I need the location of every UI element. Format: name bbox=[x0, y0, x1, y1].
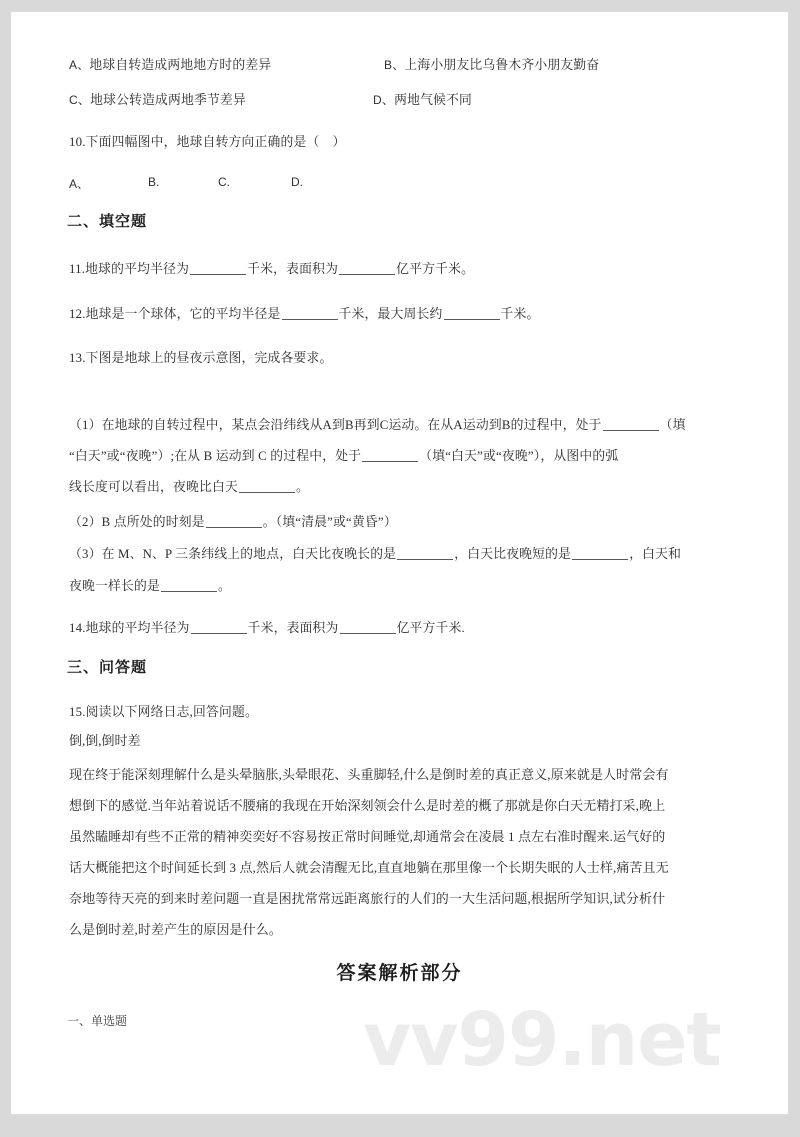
q13-part3-text-d: 夜晚一样长的是 bbox=[69, 579, 160, 593]
q9-choice-a-label: A、 bbox=[69, 58, 90, 72]
q10-stem: 10.下面四幅图中，地球自转方向正确的是（ ） bbox=[69, 135, 346, 149]
q13-stem: 13.下图是地球上的昼夜示意图，完成各要求。 bbox=[69, 351, 333, 365]
q11-blank-2[interactable] bbox=[339, 262, 395, 275]
q13-part1-line1 bbox=[69, 414, 686, 433]
q10-choice-c: C. bbox=[218, 175, 230, 189]
q13-blank-5[interactable] bbox=[397, 547, 453, 560]
q13-blank-3[interactable] bbox=[239, 480, 295, 493]
q12-blank-2[interactable] bbox=[444, 307, 500, 320]
q13-part3-line1 bbox=[69, 543, 681, 562]
q12-blank-1[interactable] bbox=[282, 307, 338, 320]
q9-choice-b-text: 上海小朋友比乌鲁木齐小朋友勤奋 bbox=[404, 58, 600, 72]
q11-part-b: 千米，表面积为 bbox=[247, 262, 339, 276]
q11-part-c: 亿平方千米。 bbox=[396, 262, 475, 276]
q13-part1-text-a: （1）在地球的自转过程中，某点会沿纬线从A到B再到C运动。在从A运动到B的过程中，处于 bbox=[69, 418, 602, 432]
q13-part1-text-e: 线长度可以看出，夜晚比白天 bbox=[69, 480, 238, 494]
q9-choice-a-text: 地球自转造成两地地方时的差异 bbox=[89, 58, 272, 72]
q9-choice-d-text: 两地气候不同 bbox=[394, 93, 473, 107]
q15-essay-title: 倒,倒,倒时差 bbox=[69, 733, 141, 748]
q13-part1-line3 bbox=[69, 476, 309, 495]
q15-essay-line-1: 现在终于能深刻理解什么是头晕脑胀,头晕眼花、头重脚轻,什么是倒时差的真正意义,原来就是人时常会有 bbox=[69, 767, 669, 782]
document-page bbox=[10, 11, 789, 1115]
q13-part3-text-c: ，白天和 bbox=[629, 547, 682, 561]
q9-choice-d bbox=[373, 89, 472, 108]
q13-part3-text-e: 。 bbox=[217, 579, 231, 593]
q9-choice-b bbox=[384, 54, 599, 73]
q13-part3-text-b: ，白天比夜晚短的是 bbox=[454, 547, 572, 561]
q12-part-b: 千米，最大周长约 bbox=[338, 307, 443, 321]
q12-part-a: 12.地球是一个球体，它的平均半径是 bbox=[69, 307, 281, 321]
q13-part2 bbox=[69, 511, 397, 530]
q13-blank-1[interactable] bbox=[603, 418, 659, 431]
q13-part3-text-a: （3）在 M、N、P 三条纬线上的地点，白天比夜晚长的是 bbox=[69, 547, 397, 561]
q11-part-a: 11.地球的平均半径为 bbox=[69, 262, 190, 276]
q15-essay-line-5: 奈地等待天亮的到来时差问题一直是困扰常常远距离旅行的人们的一大生活问题,根据所学知识,试分析什 bbox=[69, 891, 666, 906]
q12-part-c: 千米。 bbox=[500, 307, 540, 321]
q11 bbox=[69, 258, 474, 277]
q15-essay-line-6: 么是倒时差,时差产生的原因是什么。 bbox=[69, 922, 282, 937]
q15-essay-line-2: 想倒下的感觉.当年站着说话不腰痛的我现在开始深刻领会什么是时差的概了那就是你白天无精打采,晚上 bbox=[69, 798, 666, 813]
q11-blank-1[interactable] bbox=[190, 262, 246, 275]
q14-part-a: 14.地球的平均半径为 bbox=[69, 621, 190, 635]
q14-part-c: 亿平方千米. bbox=[396, 621, 465, 635]
q13-part1-text-b: （填 bbox=[659, 418, 686, 432]
answer-subheading-single-choice: 一、单选题 bbox=[67, 1014, 128, 1028]
q13-blank-4[interactable] bbox=[206, 515, 262, 528]
section-heading-fill-in-blank: 二、填空题 bbox=[67, 214, 148, 230]
section-heading-essay: 三、问答题 bbox=[67, 660, 148, 676]
q14-part-b: 千米，表面积为 bbox=[247, 621, 339, 635]
q15-stem: 15.阅读以下网络日志,回答问题。 bbox=[69, 705, 258, 719]
q13-part1-text-f: 。 bbox=[295, 480, 309, 494]
q13-blank-2[interactable] bbox=[362, 449, 418, 462]
q13-part1-line2 bbox=[69, 445, 618, 464]
q15-essay-line-4: 话大概能把这个时间延长到 3 点,然后人就会清醒无比,直直地躺在那里像一个长期失眠的人士样,痛苦且无 bbox=[69, 860, 669, 875]
q14-blank-2[interactable] bbox=[340, 621, 396, 634]
q12 bbox=[69, 303, 540, 322]
q10-choice-a: A、 bbox=[69, 177, 90, 191]
page-content bbox=[11, 12, 788, 1114]
q14 bbox=[69, 617, 465, 636]
site-watermark: vv99.net bbox=[363, 997, 721, 1083]
q9-choice-d-label: D、 bbox=[373, 93, 395, 107]
q9-choice-c bbox=[69, 89, 246, 108]
q14-blank-1[interactable] bbox=[191, 621, 247, 634]
q9-choice-a bbox=[69, 54, 271, 73]
q9-choice-c-text: 地球公转造成两地季节差异 bbox=[90, 93, 247, 107]
q13-part2-text-a: （2）B 点所处的时刻是 bbox=[69, 515, 205, 529]
q10-choice-b: B. bbox=[148, 175, 160, 189]
q9-choice-c-label: C、 bbox=[69, 93, 91, 107]
q13-part2-text-b: 。（填“清晨”或“黄昏”） bbox=[262, 515, 397, 529]
answer-section-title: 答案解析部分 bbox=[336, 963, 463, 984]
q15-essay-line-3: 虽然瞌睡却有些不正常的精神奕奕好不容易按正常时间睡觉,却通常会在凌晨 1 点左右准时醒来.运气好的 bbox=[69, 829, 666, 844]
q13-part1-text-c: “白天”或“夜晚”）;在从 B 运动到 C 的过程中，处于 bbox=[69, 449, 362, 463]
q13-blank-6[interactable] bbox=[572, 547, 628, 560]
q13-blank-7[interactable] bbox=[161, 579, 217, 592]
q9-choice-b-label: B、 bbox=[384, 58, 405, 72]
q13-part1-text-d: （填“白天”或“夜晚”），从图中的弧 bbox=[419, 449, 619, 463]
q10-choice-d: D. bbox=[291, 175, 303, 189]
q13-part3-line2 bbox=[69, 575, 231, 594]
